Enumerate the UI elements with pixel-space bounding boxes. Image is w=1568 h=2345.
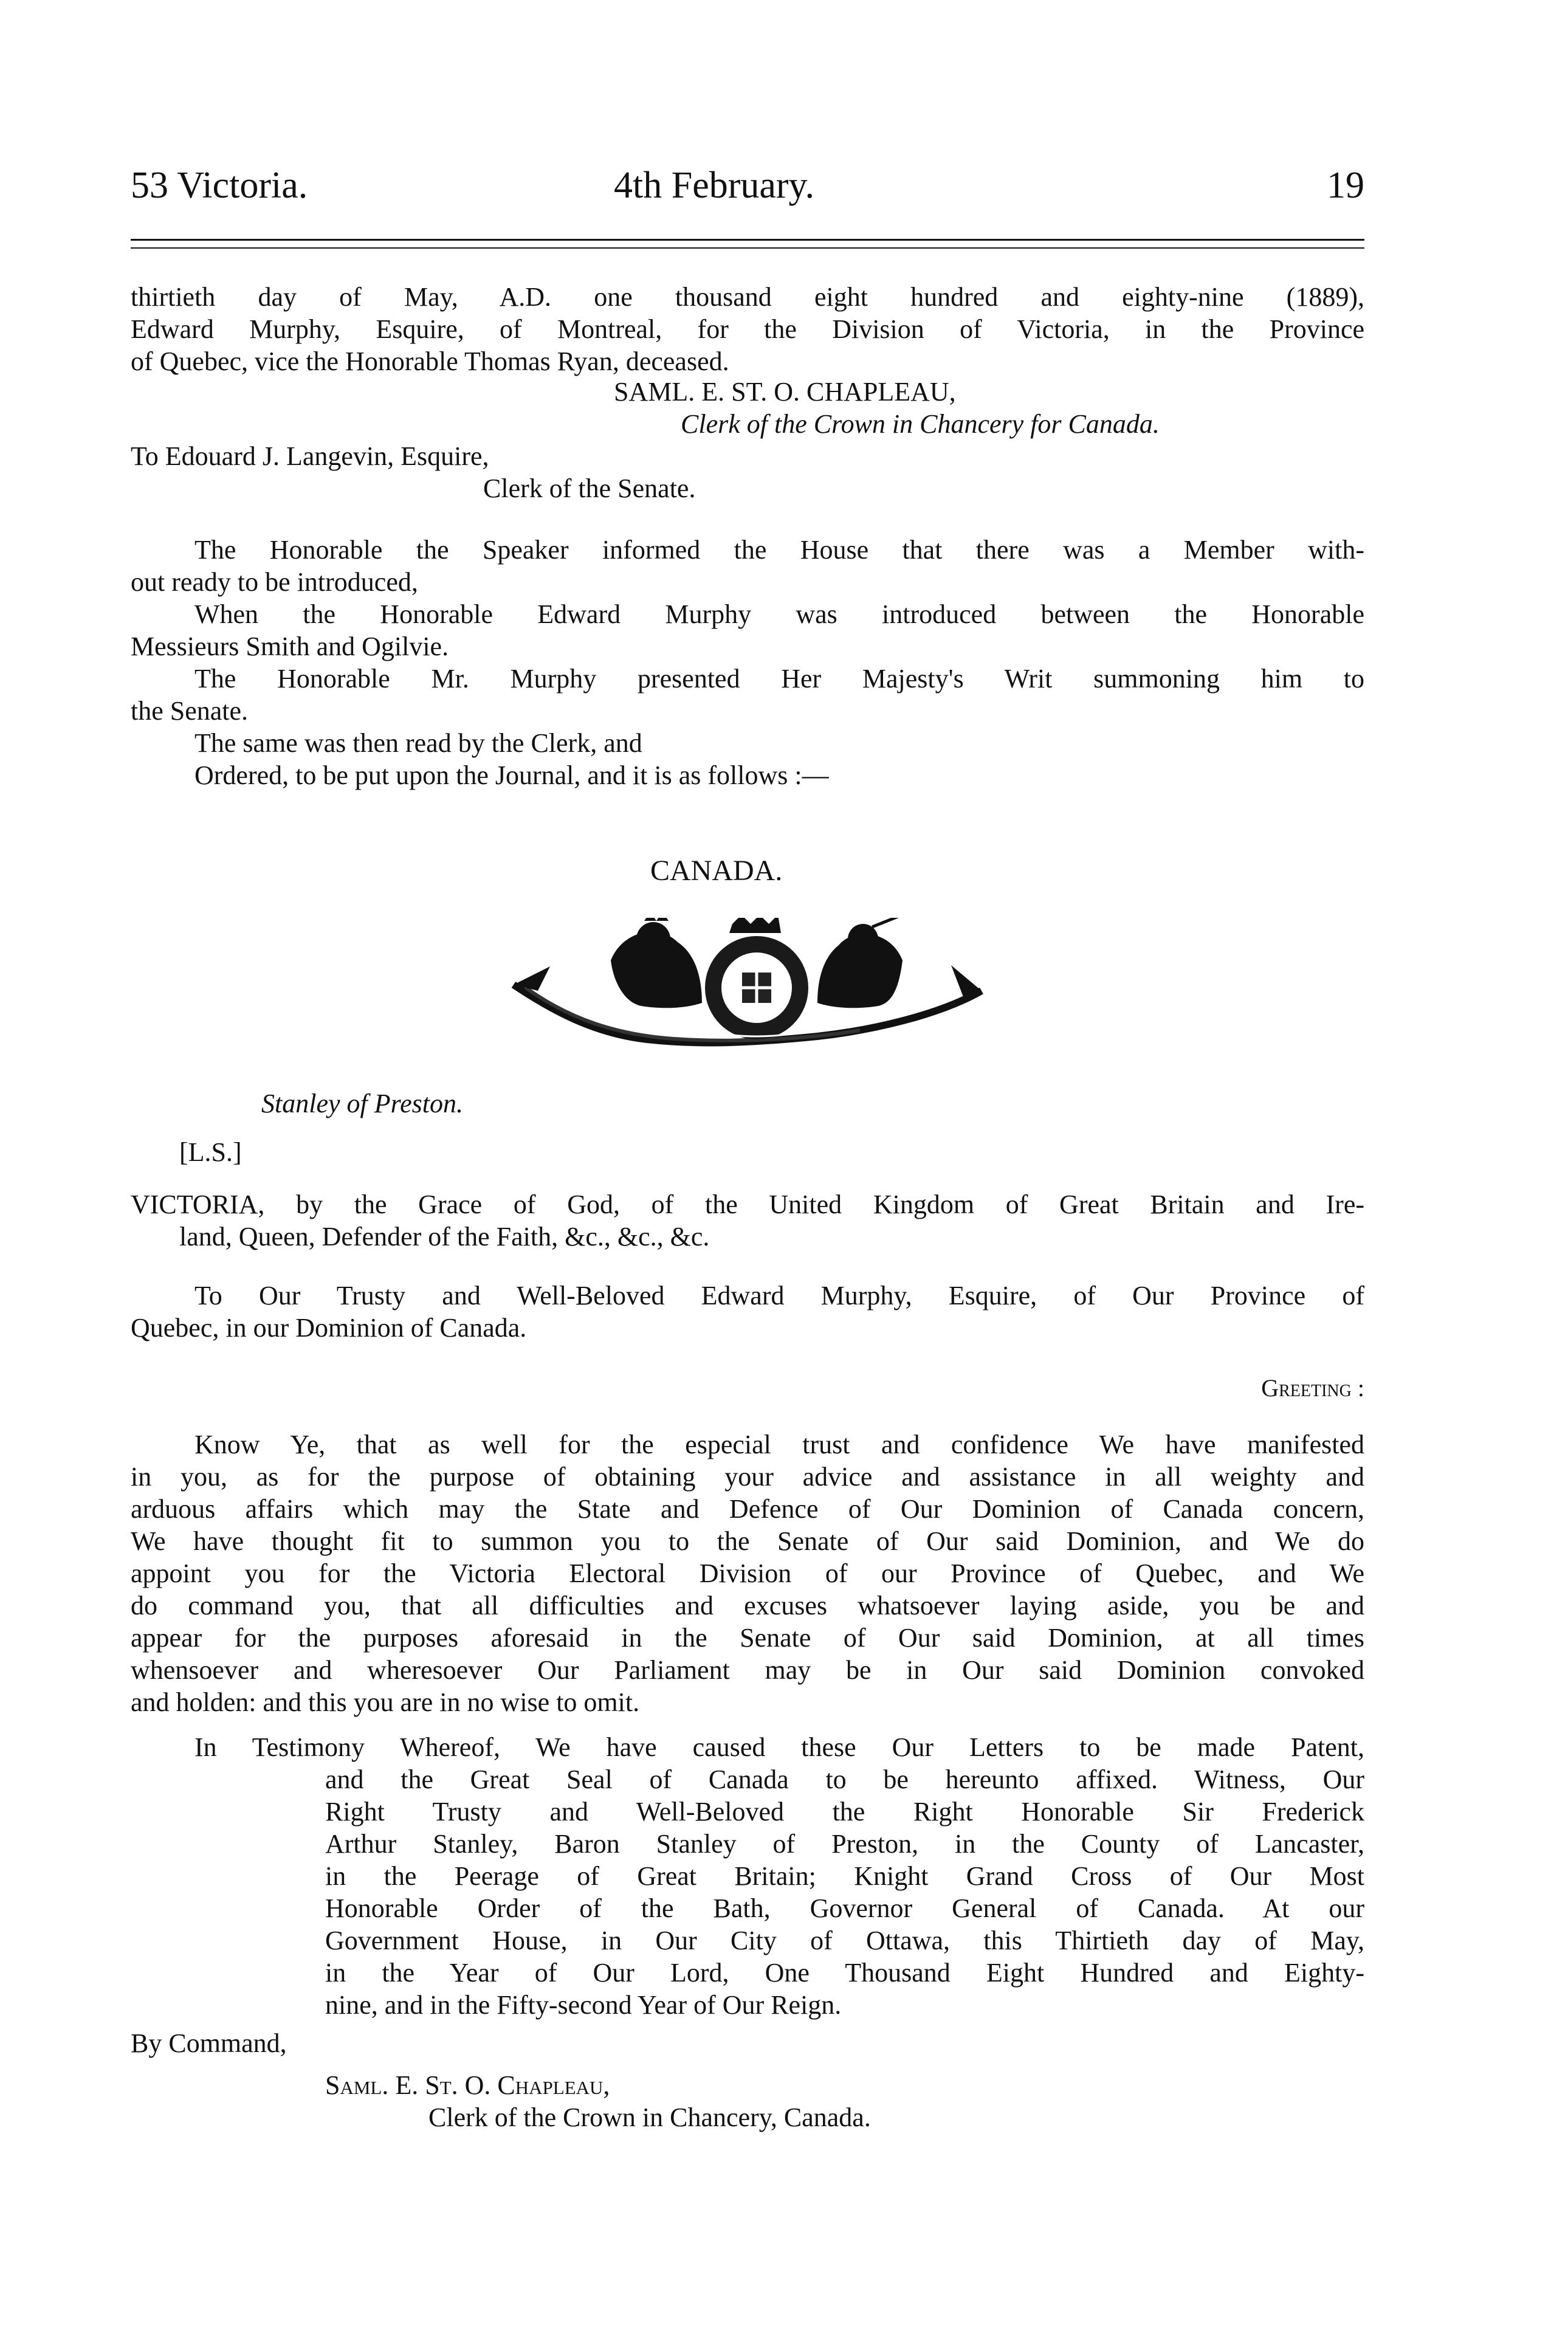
sovereign-line-1: VICTORIA, by the Grace of God, of the United Kingdom of Great Britain and Ire-	[131, 1190, 1364, 1219]
testimony-line-6: Honorable Order of the Bath, Governor General of Canada. At our	[325, 1893, 1364, 1923]
addressee-line-2: Clerk of the Senate.	[483, 473, 696, 503]
first-signature-title: Clerk of the Crown in Chancery for Canada.	[681, 409, 1160, 439]
know-ye-line-2: in you, as for the purpose of obtaining your advice and assistance in all weighty and	[131, 1462, 1364, 1492]
testimony-line-2: and the Great Seal of Canada to be hereunto affixed. Witness, Our	[325, 1765, 1364, 1794]
date-label: 4th February.	[614, 165, 815, 206]
recipient-line-2: Quebec, in our Dominion of Canada.	[131, 1313, 527, 1343]
journal-page	[131, 0, 1364, 2345]
session-label: 53 Victoria.	[131, 165, 308, 206]
testimony-paragraph	[131, 1731, 1364, 2021]
proceedings-text	[131, 534, 1364, 791]
know-ye-line-1: Know Ye, that as well for the especial trust and confidence We have manifested	[194, 1430, 1364, 1459]
opening-line-3: of Quebec, vice the Honorable Thomas Ryan, deceased.	[131, 346, 729, 376]
writ-country-heading: CANADA.	[650, 855, 783, 887]
page-number: 19	[1327, 165, 1364, 206]
know-ye-line-6: do command you, that all difficulties and excuses whatsoever laying aside, you be and	[131, 1591, 1364, 1620]
opening-paragraph	[131, 281, 1364, 377]
header-rule-top	[131, 239, 1364, 241]
proceedings-line-3: When the Honorable Edward Murphy was introduced between the Honorable	[194, 599, 1364, 629]
proceedings-line-4: Messieurs Smith and Ogilvie.	[131, 632, 449, 661]
proceedings-line-5: The Honorable Mr. Murphy presented Her Majesty's Writ summoning him to	[194, 664, 1364, 694]
greeting-label: Greeting :	[1261, 1374, 1364, 1402]
proceedings-line-6: the Senate.	[131, 696, 249, 726]
know-ye-paragraph	[131, 1428, 1364, 1718]
closing-signature-name: Saml. E. St. O. Chapleau,	[325, 2070, 610, 2100]
by-command: By Command,	[131, 2028, 287, 2058]
header-rule-bottom	[131, 247, 1364, 249]
proceedings-line-2: out ready to be introduced,	[131, 567, 418, 597]
know-ye-line-7: appear for the purposes aforesaid in the Senate of Our said Dominion, at all times	[131, 1623, 1364, 1653]
recipient-paragraph	[131, 1279, 1364, 1344]
opening-line-2: Edward Murphy, Esquire, of Montreal, for the Division of Victoria, in the Province	[131, 314, 1364, 344]
addressee-name: To Edouard J. Langevin, Esquire,	[131, 441, 489, 471]
royal-coat-of-arms-icon	[501, 918, 1012, 1058]
know-ye-line-5: appoint you for the Victoria Electoral Division of our Province of Quebec, and We	[131, 1558, 1364, 1588]
testimony-line-5: in the Peerage of Great Britain; Knight Grand Cross of Our Most	[325, 1861, 1364, 1891]
closing-signature-title: Clerk of the Crown in Chancery, Canada.	[428, 2102, 871, 2132]
proceedings-line-7: The same was then read by the Clerk, and	[194, 728, 642, 758]
proceedings-line-8: Ordered, to be put upon the Journal, and it is as follows :—	[194, 760, 829, 790]
know-ye-line-4: We have thought fit to summon you to the Senate of Our said Dominion, and We do	[131, 1526, 1364, 1556]
sovereign-line-2: land, Queen, Defender of the Faith, &c., &c., &c.	[179, 1222, 710, 1252]
testimony-line-1: In Testimony Whereof, We have caused these Our Letters to be made Patent,	[194, 1732, 1364, 1762]
first-signature-name: SAML. E. ST. O. CHAPLEAU,	[614, 377, 956, 407]
proceedings-line-1: The Honorable the Speaker informed the House that there was a Member with-	[194, 535, 1364, 565]
writ-signatory: Stanley of Preston.	[261, 1089, 463, 1118]
testimony-line-4: Arthur Stanley, Baron Stanley of Preston, in the County of Lancaster,	[325, 1829, 1364, 1859]
testimony-line-7: Government House, in Our City of Ottawa, this Thirtieth day of May,	[325, 1926, 1364, 1955]
testimony-line-9: nine, and in the Fifty-second Year of Our Reign.	[325, 1990, 842, 2020]
testimony-line-3: Right Trusty and Well-Beloved the Right Honorable Sir Frederick	[325, 1797, 1364, 1827]
know-ye-line-8: whensoever and wheresoever Our Parliament may be in Our said Dominion convoked	[131, 1655, 1364, 1685]
seal-mark: [L.S.]	[179, 1137, 242, 1167]
page-header	[131, 164, 1364, 219]
addressee-line-1	[131, 441, 489, 472]
opening-line-1: thirtieth day of May, A.D. one thousand eight hundred and eighty-nine (1889),	[131, 282, 1364, 312]
know-ye-line-9: and holden: and this you are in no wise to omit.	[131, 1687, 640, 1717]
recipient-line-1: To Our Trusty and Well-Beloved Edward Murphy, Esquire, of Our Province of	[194, 1281, 1364, 1310]
sovereign-paragraph	[131, 1188, 1364, 1253]
testimony-line-8: in the Year of Our Lord, One Thousand Eight Hundred and Eighty-	[325, 1958, 1364, 1988]
know-ye-line-3: arduous affairs which may the State and Defence of Our Dominion of Canada concern,	[131, 1494, 1364, 1524]
